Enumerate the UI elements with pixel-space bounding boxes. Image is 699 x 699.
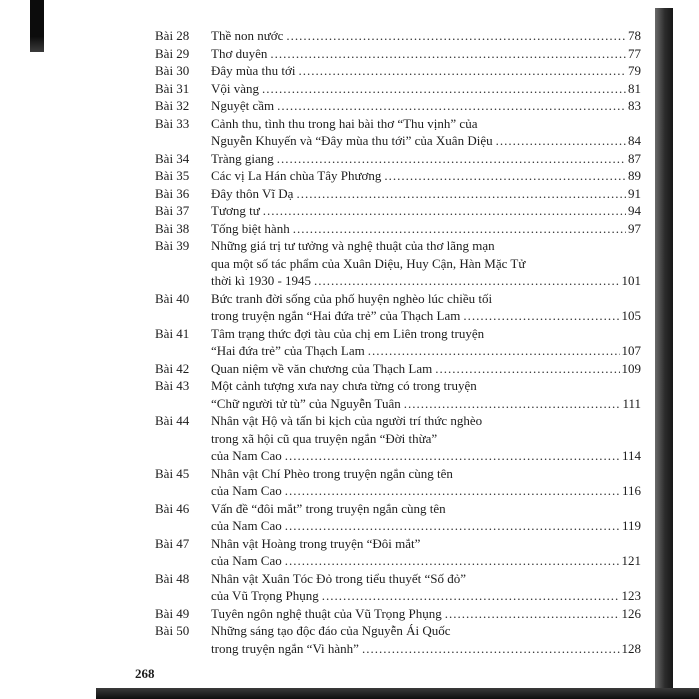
toc-entry-content [211,80,641,98]
dot-leader [285,482,620,500]
toc-entry-title: Các vị La Hán chùa Tây Phương [211,168,382,183]
toc-entry-label: Bài 31 [155,80,190,96]
dot-leader [270,45,626,63]
page-number: 268 [135,666,155,681]
toc-entry-title: trong truyện ngắn “Vi hành” [211,640,359,656]
toc-entry-title: Nhân vật Xuân Tóc Đỏ trong tiểu thuyết “Số đỏ” [211,570,467,586]
toc-entry [155,325,641,360]
toc-entry-label: Bài 50 [155,623,190,638]
toc-entry [155,45,641,63]
toc-entry-title: qua một số tác phẩm của Xuân Diệu, Huy Cận, Hàn Mặc Tử [211,255,526,271]
toc-entry-line [211,535,641,553]
dot-leader [263,202,626,220]
toc-entry-title: trong truyện ngắn “Hai đứa trẻ” của Thạch Lam [211,308,461,323]
toc-entry-title: Tống biệt hành [211,220,290,236]
toc-entry [155,465,641,500]
toc-entry-title: thời kì 1930 - 1945 [211,273,312,288]
dot-leader [463,307,619,325]
toc-entry-content [211,412,641,465]
toc-entry-title: Thề non nước [211,28,284,43]
toc-entry-page: 94 [628,203,641,218]
toc-entry-page: 97 [628,220,641,236]
toc-entry-title: của Nam Cao [211,483,282,498]
toc-entry-content [211,290,641,325]
toc-entry-line [211,45,641,63]
toc-entry-title: của Vũ Trọng Phụng [211,588,319,603]
toc-entry-line [211,150,641,168]
toc-entry-content [211,377,641,412]
toc-entry-title: Đây thôn Vĩ Dạ [211,185,294,201]
toc-entry-content [211,115,641,150]
toc-entry-label: Bài 30 [155,63,190,78]
toc-entry-title: của Nam Cao [211,518,282,533]
toc-entry-content [211,605,641,623]
dot-leader [322,587,620,605]
toc-entry-label: Bài 32 [155,98,190,113]
toc-entry-line [211,622,641,640]
toc-entry-page: 77 [628,45,641,61]
dot-leader [496,132,626,150]
toc-entry-line [211,395,641,413]
toc-entry-content [211,97,641,115]
toc-entry [155,377,641,412]
dot-leader [293,220,626,238]
toc-entry-content [211,500,641,535]
toc-entry-content [211,465,641,500]
toc-entry-title: “Chữ người tử tù” của Nguyễn Tuân [211,395,401,411]
toc-entry-line [211,430,641,448]
toc-entry [155,185,641,203]
toc-entry-title: Tuyên ngôn nghệ thuật của Vũ Trọng Phụng [211,605,442,621]
toc-entry-content [211,185,641,203]
toc-entry [155,62,641,80]
toc-entry-content [211,570,641,605]
dot-leader [262,80,626,98]
toc-entry-title: Tràng giang [211,150,274,166]
dot-leader [445,605,620,623]
toc-entry-label: Bài 28 [155,28,190,43]
toc-entry-title: Vấn đề “đôi mắt” trong truyện ngắn cùng tên [211,500,446,516]
toc-entry [155,605,641,623]
toc-entry-line [211,202,641,220]
toc-entry-line [211,167,641,185]
toc-entry-title: “Hai đứa trẻ” của Thạch Lam [211,343,365,358]
toc-entry-page: 79 [628,63,641,78]
toc-entry [155,27,641,45]
toc-entry-label: Bài 49 [155,605,190,621]
toc-entry-title: Những giá trị tư tưởng và nghệ thuật của thơ lãng mạn [211,238,495,253]
toc-entry [155,500,641,535]
toc-entry-title: Bức tranh đời sống của phố huyện nghèo lúc chiều tối [211,290,493,306]
toc-entry-line [211,605,641,623]
toc-entry-line [211,465,641,483]
toc-entry-line [211,115,641,133]
toc-entry-label: Bài 29 [155,45,190,61]
toc-entry-page: 111 [622,395,641,411]
toc-entry-content [211,237,641,290]
toc-entry [155,237,641,290]
toc-entry-line [211,587,641,605]
toc-entry [155,535,641,570]
toc-entry-line [211,447,641,465]
toc-entry [155,220,641,238]
toc-entry-label: Bài 47 [155,535,190,551]
toc-entry-label: Bài 43 [155,378,190,393]
toc-entry-title: Nhân vật Hoàng trong truyện “Đôi mắt” [211,535,421,551]
toc-entry-line [211,570,641,588]
dot-leader [299,62,627,80]
toc-entry-line [211,482,641,500]
toc-entry-label: Bài 41 [155,325,190,341]
toc-entry [155,150,641,168]
toc-entry-label: Bài 38 [155,220,190,236]
toc-entry-page: 128 [621,640,641,656]
toc-entry-line [211,342,641,360]
toc-entry-content [211,167,641,185]
toc-entry [155,167,641,185]
toc-entry-line [211,272,641,290]
toc-entry-title: Tương tư [211,203,260,218]
dot-leader [435,360,619,378]
toc-entry [155,570,641,605]
toc-entry-label: Bài 39 [155,238,190,253]
toc-entry-page: 114 [621,448,641,463]
dot-leader [277,150,626,168]
toc-entry-line [211,80,641,98]
toc-entry [155,115,641,150]
toc-entry [155,97,641,115]
toc-entry-content [211,202,641,220]
dot-leader [404,395,621,413]
dot-leader [286,27,626,45]
dot-leader [384,167,626,185]
dot-leader [285,447,620,465]
toc-entry [155,80,641,98]
toc-entry-page: 123 [621,588,641,603]
toc-entry-title: Nguyễn Khuyến và “Đây mùa thu tới” của Xuân Diệu [211,133,493,148]
toc-entry-title: Thơ duyên [211,45,268,61]
toc-entry-label: Bài 40 [155,290,190,306]
toc-entry-label: Bài 37 [155,203,190,218]
dot-leader [285,517,620,535]
toc-entry-line [211,307,641,325]
toc-entry-page: 107 [621,343,641,358]
toc-entry-title: Vội vàng [211,80,260,96]
toc-entry-label: Bài 35 [155,168,190,183]
toc-entry-line [211,360,641,378]
dot-leader [277,97,626,115]
toc-entry-label: Bài 42 [155,360,190,376]
toc-entry-line [211,377,641,395]
toc-entry-title: Đây mùa thu tới [211,63,296,78]
toc-entry-content [211,325,641,360]
toc-entry-line [211,552,641,570]
toc-entry-title: Một cảnh tượng xưa nay chưa từng có trong truyện [211,378,477,393]
toc-entry-title: Nhân vật Hộ và tấn bi kịch của người trí thức nghèo [211,413,483,428]
toc-entry-page: 81 [628,80,641,96]
toc-entry-content [211,622,641,657]
toc-entry-label: Bài 36 [155,185,190,201]
toc-entry-line [211,220,641,238]
dot-leader [285,552,620,570]
toc-entry-label: Bài 34 [155,150,190,166]
toc-entry-page: 91 [628,185,641,201]
toc-entry-label: Bài 33 [155,115,190,131]
toc-entry-page: 109 [621,360,641,376]
toc-entry-line [211,62,641,80]
toc-entry-title: Tâm trạng thức đợi tàu của chị em Liên trong truyện [211,325,485,341]
toc-entry-title: Nguyệt cầm [211,98,275,113]
toc-entry-title: Quan niệm về văn chương của Thạch Lam [211,360,433,376]
toc-entry-line [211,27,641,45]
toc-entry-label: Bài 48 [155,570,190,586]
toc-entry-content [211,62,641,80]
dot-leader [314,272,619,290]
toc-entry-page: 83 [628,98,641,113]
toc-entry-label: Bài 44 [155,413,190,428]
toc-entry-title: Những sáng tạo độc đáo của Nguyễn Ái Quốc [211,623,451,638]
toc-entry-line [211,500,641,518]
toc-entry-page: 89 [628,168,641,183]
toc-entry-page: 78 [628,28,641,43]
toc-entry-page: 126 [621,605,641,621]
toc-entry-title: Nhân vật Chí Phèo trong truyện ngắn cùng tên [211,465,453,481]
toc-entry-content [211,150,641,168]
dot-leader [296,185,626,203]
toc-entry-content [211,535,641,570]
toc-entry-content [211,27,641,45]
toc-entry-line [211,185,641,203]
toc-entry-page: 119 [621,518,641,533]
toc-entry-content [211,45,641,63]
toc-entry-page: 87 [628,150,641,166]
toc-entry-line [211,237,641,255]
toc-entry-page: 116 [621,483,641,498]
toc-entry-line [211,325,641,343]
toc-entry [155,290,641,325]
dot-leader [368,342,620,360]
toc-entry-page: 121 [621,553,641,568]
toc-entry-title: trong xã hội cũ qua truyện ngắn “Đời thừa” [211,430,438,446]
toc-entry-line [211,255,641,273]
toc-entry-line [211,412,641,430]
toc-list [155,27,641,657]
toc-entry [155,360,641,378]
toc-entry-line [211,132,641,150]
toc-entry [155,622,641,657]
toc-entry-line [211,97,641,115]
toc-entry-page: 105 [621,308,641,323]
toc-entry-label: Bài 46 [155,500,190,516]
toc-entry-title: của Nam Cao [211,448,282,463]
toc-entry-page: 101 [621,273,641,288]
toc-entry [155,202,641,220]
toc-entry-title: Cảnh thu, tình thu trong hai bài thơ “Thu vịnh” của [211,115,478,131]
dot-leader [362,640,620,658]
toc-entry-title: của Nam Cao [211,553,282,568]
toc-entry-page: 84 [628,133,641,148]
toc-entry [155,412,641,465]
toc-entry-content [211,360,641,378]
toc-entry-content [211,220,641,238]
toc-entry-label: Bài 45 [155,465,190,481]
toc-entry-line [211,517,641,535]
toc-entry-line [211,290,641,308]
toc-entry-line [211,640,641,658]
